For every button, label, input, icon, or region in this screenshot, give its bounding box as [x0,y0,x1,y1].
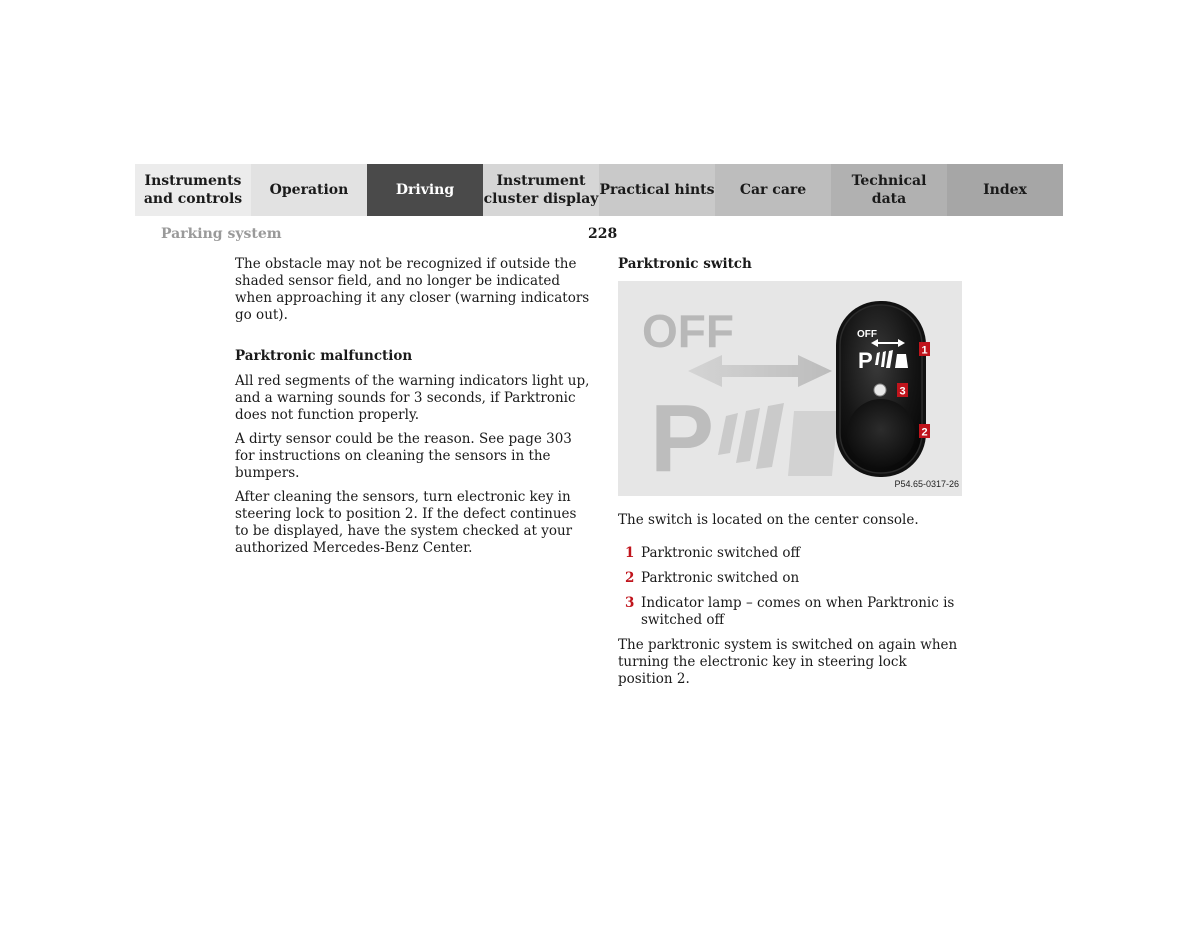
location-text: The switch is located on the center console. [618,512,919,528]
malfunction-heading: Parktronic malfunction [235,348,413,364]
right-column [618,256,963,695]
closing-text: The parktronic system is switched on again when turning the electronic key in steering lock position 2. [618,637,958,687]
legend-number: 1 [625,545,635,561]
parktronic-switch-figure [618,281,962,496]
tab-instrument-cluster-display[interactable]: Instrument cluster display [483,164,599,216]
callout-2 [919,424,930,439]
svg-text:3: 3 [899,385,906,398]
tab-instruments-and-controls[interactable]: Instruments and controls [135,164,251,216]
legend-text: Parktronic switched off [641,545,801,561]
callout-3 [897,383,908,398]
tab-car-care[interactable]: Car care [715,164,831,216]
background-sensor-waves-icon [718,403,838,476]
tab-technical-data[interactable]: Technical data [831,164,947,216]
svg-text:1: 1 [921,344,928,357]
background-p-label: P [650,385,715,492]
tab-operation[interactable]: Operation [251,164,367,216]
background-off-label: OFF [642,305,734,357]
tab-practical-hints[interactable]: Practical hints [599,164,715,216]
malfunction-paragraph-2: A dirty sensor could be the reason. See page 303 for instructions on cleaning the sensors in the bumpers. [235,431,572,481]
legend-number: 2 [625,570,635,586]
malfunction-paragraph-1: All red segments of the warning indicators light up, and a warning sounds for 3 seconds, if Parktronic does not function properly. [235,373,590,423]
switch-heading: Parktronic switch [618,256,752,272]
svg-text:2: 2 [921,426,928,439]
tab-index[interactable]: Index [947,164,1063,216]
switch-off-label: OFF [857,329,877,340]
section-title: Parking system [161,226,282,242]
chapter-tab-bar [135,164,1065,216]
legend-item [618,570,963,587]
page-number: 228 [588,226,618,242]
legend-number: 3 [625,595,635,611]
switch-illustration [618,281,962,496]
intro-paragraph: The obstacle may not be recognized if outside the shaded sensor field, and no longer be indicated when approaching it any closer (warning indicators go out). [235,256,590,323]
tab-driving[interactable]: Driving [367,164,483,216]
background-double-arrow-icon [688,355,832,387]
legend-item [618,595,963,629]
legend-text: Indicator lamp – comes on when Parktronic is switched off [641,595,955,628]
parktronic-switch [836,301,926,477]
legend-text: Parktronic switched on [641,570,800,586]
callout-1 [919,342,930,357]
left-column [235,256,590,564]
malfunction-paragraph-3: After cleaning the sensors, turn electronic key in steering lock to position 2. If the defect continues to be displayed, have the system checked at your authorized Mercedes-Benz Center. [235,489,577,556]
figure-code: P54.65-0317-26 [894,479,959,489]
legend-item [618,545,963,562]
switch-p-label: P [858,348,873,373]
indicator-lamp [874,384,886,396]
